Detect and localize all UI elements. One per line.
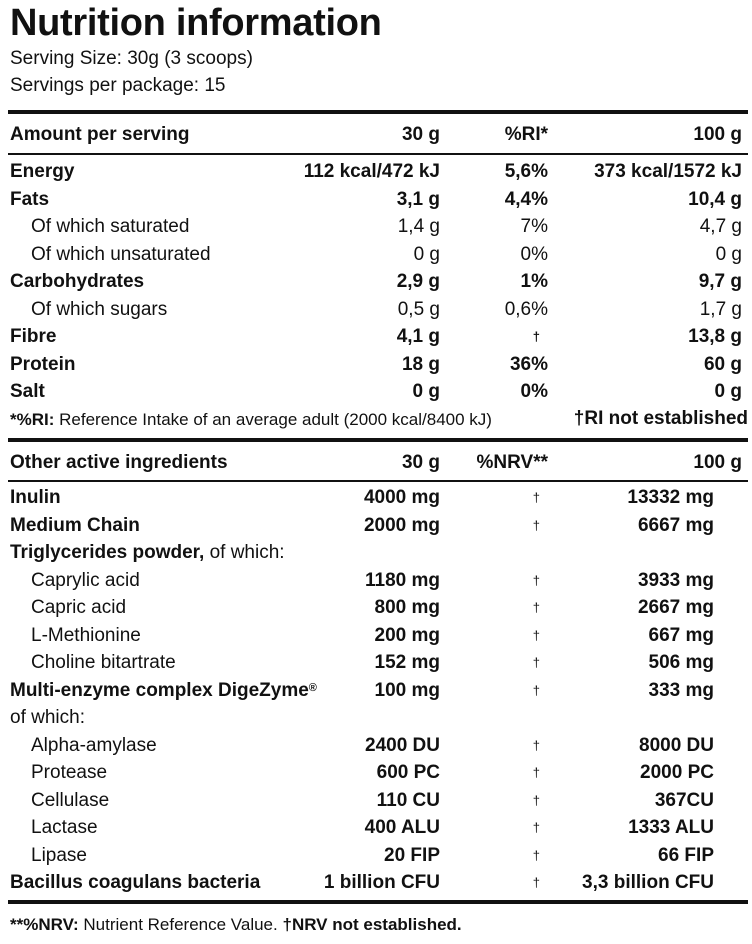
value-30g: 0 g: [413, 243, 440, 265]
header-nrv: %NRV**: [476, 452, 548, 473]
ingredient-name-text: L-Methionine: [31, 624, 141, 646]
value-nrv: †: [532, 792, 540, 808]
ri-footnote: [10, 408, 492, 432]
servings-per-package: Servings per package: 15: [10, 75, 226, 96]
table-row: [0, 594, 752, 621]
value-100g: 506 mg: [648, 652, 714, 673]
value-30g: 2400 DU: [365, 734, 440, 756]
ri-footnote-label: *%RI:: [10, 410, 55, 429]
value-30g: 4,1 g: [396, 326, 440, 347]
value-ri: 36%: [509, 353, 548, 375]
ingredient-name-text: Caprylic acid: [31, 569, 140, 591]
header-30g: 30 g: [401, 452, 440, 473]
value-100g: 2667 mg: [637, 597, 714, 618]
ingredient-name-text: of which:: [10, 707, 85, 728]
value-100g: 4,7 g: [699, 216, 742, 237]
table-row: [0, 323, 752, 350]
nrv-not-established: †NRV not established.: [282, 915, 462, 934]
table-row: [0, 484, 752, 511]
value-nrv: †: [532, 765, 540, 780]
nutrient-name: Fibre: [10, 326, 57, 347]
value-30g: 800 mg: [374, 597, 440, 618]
value-30g: 200 mg: [374, 624, 440, 646]
divider: [8, 480, 748, 482]
table-row: [0, 268, 752, 295]
table-row: [0, 512, 752, 539]
registered-mark: ®: [308, 681, 317, 694]
value-100g: 1,7 g: [699, 298, 742, 320]
serving-size: Serving Size: 30g (3 scoops): [10, 48, 253, 69]
nutrient-name: Protein: [10, 353, 76, 375]
table-row: [0, 704, 752, 731]
ingredient-name-text: Multi-enzyme complex DigeZyme: [10, 679, 309, 701]
value-30g: 152 mg: [374, 652, 440, 673]
value-ri: 1%: [520, 271, 548, 292]
value-30g: 2000 mg: [363, 514, 440, 536]
table-row: [0, 378, 752, 405]
table-row: [0, 241, 752, 268]
value-nrv: †: [532, 517, 540, 533]
ingredient-name-text: Lactase: [31, 817, 98, 838]
value-nrv: †: [532, 875, 540, 890]
divider: [8, 110, 748, 114]
ingredient-name-text: Bacillus coagulans bacteria: [10, 872, 261, 893]
table-row: [0, 351, 752, 378]
value-nrv: †: [532, 627, 540, 643]
value-30g: 1180 mg: [365, 569, 440, 591]
table-row: [0, 732, 752, 759]
page-title: Nutrition information: [10, 2, 382, 44]
value-30g: 100 mg: [374, 679, 440, 701]
table-row: [0, 649, 752, 676]
value-ri: 0%: [520, 381, 548, 402]
header-label: Other active ingredients: [10, 452, 228, 473]
value-30g: 600 PC: [376, 762, 440, 783]
value-nrv: †: [532, 737, 540, 753]
ingredient-name: [10, 512, 140, 539]
value-100g: 66 FIP: [658, 844, 714, 866]
value-100g: 0 g: [714, 381, 742, 402]
ingredient-name: [10, 484, 61, 511]
value-100g: 1333 ALU: [628, 817, 714, 838]
table-row: [0, 539, 752, 566]
nutrient-name: Of which sugars: [31, 298, 168, 320]
ingredient-name-text: Inulin: [10, 487, 61, 508]
divider: [8, 153, 748, 155]
table-row: [0, 787, 752, 814]
ingredient-name: [10, 869, 260, 896]
value-30g: 110 CU: [376, 789, 440, 811]
table-row: [0, 158, 752, 185]
table-row: [0, 622, 752, 649]
value-30g: 4000 mg: [363, 487, 440, 508]
nutrient-name: Energy: [10, 161, 75, 182]
value-30g: 3,1 g: [396, 188, 440, 210]
value-100g: 667 mg: [648, 624, 714, 646]
value-30g: 2,9 g: [396, 271, 440, 292]
ingredient-name: [10, 539, 285, 566]
value-100g: 367CU: [654, 789, 714, 811]
value-nrv: †: [532, 572, 540, 588]
nrv-footnote: [10, 913, 462, 937]
ingredient-name-suffix: of which:: [204, 542, 285, 563]
table1-header: [0, 121, 752, 148]
value-nrv: †: [532, 820, 540, 835]
ingredient-name: [31, 567, 140, 594]
nrv-footnote-label: **%NRV:: [10, 915, 79, 934]
nutrient-name: Salt: [10, 381, 45, 402]
ingredient-name: [31, 649, 176, 676]
value-100g: 8000 DU: [639, 734, 714, 756]
value-100g: 13332 mg: [627, 487, 714, 508]
ingredient-name-text: Capric acid: [31, 597, 127, 618]
nutrient-name: Of which unsaturated: [31, 243, 211, 265]
value-30g: 20 FIP: [384, 844, 440, 866]
value-ri: 0%: [520, 243, 548, 265]
value-100g: 6667 mg: [637, 514, 714, 536]
ingredient-name: [31, 622, 141, 649]
header-100g: 100 g: [693, 452, 742, 473]
header-100g: 100 g: [693, 124, 742, 145]
value-100g: 10,4 g: [688, 188, 742, 210]
ri-footnote-text: Reference Intake of an average adult (2000 kcal/8400 kJ): [59, 410, 492, 429]
ingredient-name: [31, 814, 98, 841]
ri-not-established: †RI not established: [573, 408, 748, 429]
value-100g: 13,8 g: [688, 326, 742, 347]
table-row: [0, 677, 752, 704]
nutrient-name: Fats: [10, 188, 50, 210]
table-row: [0, 759, 752, 786]
table-row: [0, 814, 752, 841]
ingredient-name-text: Triglycerides powder,: [10, 542, 205, 563]
header-30g: 30 g: [401, 124, 440, 145]
ingredient-name-text: Alpha-amylase: [31, 734, 157, 756]
table-row: [0, 186, 752, 213]
table-row: [0, 842, 752, 869]
value-100g: 3933 mg: [637, 569, 714, 591]
ingredient-name-text: Choline bitartrate: [31, 652, 176, 673]
nrv-footnote-text: Nutrient Reference Value.: [83, 915, 278, 934]
divider: [8, 900, 748, 904]
divider: [8, 438, 748, 442]
table-row: [0, 567, 752, 594]
value-30g: 0 g: [412, 381, 440, 402]
value-30g: 1 billion CFU: [323, 872, 440, 893]
value-nrv: †: [532, 847, 540, 863]
nutrient-name: Of which saturated: [31, 216, 190, 237]
value-30g: 0,5 g: [397, 298, 440, 320]
value-ri: 0,6%: [504, 298, 548, 320]
value-nrv: †: [532, 682, 540, 698]
value-nrv: †: [532, 490, 540, 505]
ingredient-name-text: Protease: [31, 762, 108, 783]
value-100g: 3,3 billion CFU: [582, 872, 714, 893]
ingredient-name: [31, 787, 109, 814]
table-row: [0, 869, 752, 896]
ingredient-name: [10, 677, 317, 704]
value-100g: 333 mg: [648, 679, 714, 701]
value-100g: 9,7 g: [698, 271, 742, 292]
ingredient-name: [31, 842, 87, 869]
header-label: Amount per serving: [10, 124, 190, 145]
value-ri: 7%: [520, 216, 548, 237]
ingredient-name: [31, 732, 157, 759]
value-30g: 112 kcal/472 kJ: [303, 161, 440, 182]
value-ri: 4,4%: [504, 188, 548, 210]
ingredient-name-text: Cellulase: [31, 789, 110, 811]
value-100g: 0 g: [715, 243, 742, 265]
value-100g: 60 g: [703, 353, 742, 375]
value-ri: 5,6%: [504, 161, 548, 182]
value-30g: 18 g: [401, 353, 440, 375]
ingredient-name: [31, 759, 107, 786]
value-nrv: †: [532, 655, 540, 670]
value-100g: 2000 PC: [640, 762, 714, 783]
value-30g: 400 ALU: [364, 817, 440, 838]
ingredient-name-text: Lipase: [31, 844, 87, 866]
table2-header: [0, 449, 752, 476]
ingredient-name-text: Medium Chain: [10, 514, 140, 536]
value-30g: 1,4 g: [397, 216, 440, 237]
value-100g: 373 kcal/1572 kJ: [594, 161, 742, 182]
table-row: [0, 296, 752, 323]
value-ri: †: [532, 329, 540, 344]
header-ri: %RI*: [504, 124, 548, 145]
ingredient-name: [10, 704, 85, 731]
ingredient-name: [31, 594, 126, 621]
nutrient-name: Carbohydrates: [10, 271, 145, 292]
value-nrv: †: [532, 600, 540, 615]
table-row: [0, 213, 752, 240]
